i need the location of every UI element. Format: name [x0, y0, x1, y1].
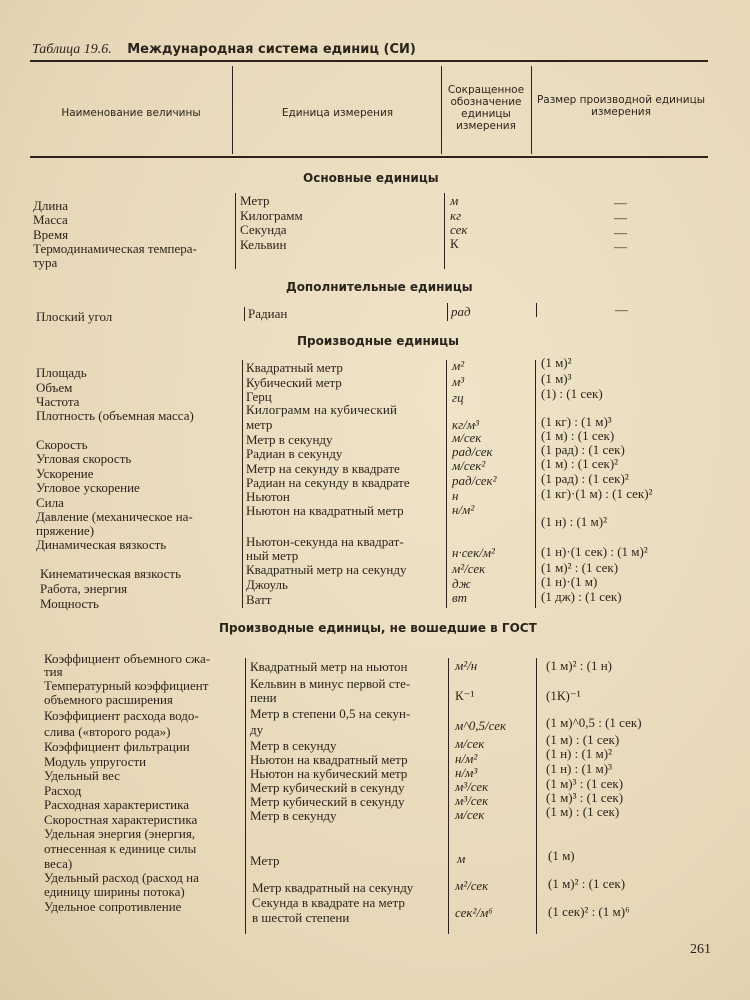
- section-title-supplementary: Дополнительные единицы: [286, 280, 473, 294]
- derived-name: Кинематическая вязкость: [40, 566, 182, 581]
- ng-unit: Секунда в квадрате на метр: [252, 895, 405, 910]
- col-rule-sup-1: [244, 307, 245, 321]
- ng-size: (1 м)² : (1 сек): [548, 876, 626, 891]
- col-rule-der-3: [535, 360, 536, 608]
- derived-name: Работа, энергия: [40, 581, 128, 596]
- ng-abbr: м²/сек: [455, 878, 489, 893]
- derived-abbr: м³: [452, 374, 465, 389]
- ng-size: (1 м)³ : (1 сек): [546, 790, 624, 805]
- ng-name: Удельный вес: [44, 768, 121, 783]
- col-rule-ng-3: [536, 658, 537, 934]
- col-rule-der-2: [446, 360, 447, 608]
- derived-name: Сила: [36, 495, 64, 510]
- ng-abbr: м²/н: [455, 658, 478, 673]
- derived-unit: Радиан на секунду в квадрате: [246, 475, 410, 490]
- header-divider-3: [531, 66, 532, 154]
- basic-name-cont: тура: [33, 255, 58, 270]
- derived-unit: Ньютон: [246, 489, 290, 504]
- ng-unit: Метр кубический в секунду: [250, 780, 405, 795]
- derived-unit: Герц: [246, 389, 272, 404]
- table-title: Международная система единиц (СИ): [127, 42, 416, 57]
- derived-size: (1 м) : (1 сек)²: [541, 456, 619, 471]
- ng-unit: Ньютон на квадратный метр: [250, 752, 408, 767]
- ng-size: (1 м)² : (1 н): [546, 658, 613, 673]
- header-size: Размер производной единицы измерения: [536, 94, 706, 118]
- ng-unit: Метр в степени 0,5 на секун-: [250, 706, 411, 721]
- derived-name-cont: пряжение): [36, 523, 95, 538]
- derived-unit: Джоуль: [246, 577, 288, 592]
- derived-unit: Квадратный метр: [246, 360, 343, 375]
- derived-size: (1 рад) : (1 сек): [541, 442, 625, 457]
- ng-size: (1 сек)² : (1 м)⁶: [548, 904, 630, 919]
- derived-unit: Квадратный метр на секунду: [246, 562, 407, 577]
- basic-size: —: [614, 210, 627, 225]
- table-caption: [32, 42, 416, 58]
- sup-abbr: рад: [451, 304, 471, 319]
- derived-name: Угловая скорость: [36, 451, 132, 466]
- ng-name: Коэффициент расхода водо-: [44, 708, 199, 723]
- derived-size: (1 м)²: [541, 355, 572, 370]
- derived-size: (1 кг) : (1 м)³: [541, 414, 612, 429]
- page-number: 261: [690, 942, 711, 957]
- basic-name: Масса: [33, 212, 68, 227]
- basic-unit: Кельвин: [240, 237, 287, 252]
- basic-size: —: [614, 195, 627, 210]
- ng-abbr: м³/сек: [455, 779, 489, 794]
- ng-unit: Метр в секунду: [250, 808, 337, 823]
- derived-unit: Кубический метр: [246, 375, 342, 390]
- ng-name: Удельный расход (расход на: [44, 870, 199, 885]
- derived-unit: Метр в секунду: [246, 432, 333, 447]
- ng-name: Удельное сопротивление: [44, 899, 182, 914]
- ng-abbr: н/м³: [455, 765, 478, 780]
- section-title-derived: Производные единицы: [297, 334, 459, 348]
- derived-size: (1 м) : (1 сек): [541, 428, 615, 443]
- derived-abbr: н·сек/м²: [452, 545, 495, 560]
- col-rule-der-1: [242, 360, 243, 608]
- ng-unit-cont: ду: [250, 722, 264, 737]
- ng-size: (1 н) : (1 м)³: [546, 761, 613, 776]
- ng-abbr: н/м²: [455, 751, 478, 766]
- ng-abbr: м/сек: [455, 736, 485, 751]
- derived-size: (1) : (1 сек): [541, 386, 603, 401]
- derived-name: Давление (механическое на-: [36, 509, 193, 524]
- basic-unit: Секунда: [240, 222, 287, 237]
- ng-name: Удельная энергия (энергия,: [44, 826, 196, 841]
- ng-abbr: К⁻¹: [455, 688, 475, 703]
- basic-size: —: [614, 239, 627, 254]
- basic-name: Термодинамическая темпера-: [33, 241, 197, 256]
- basic-name: Время: [33, 227, 69, 242]
- header-unit: Единица измерения: [281, 107, 394, 119]
- ng-name-cont: веса): [44, 856, 73, 871]
- derived-abbr: м/сек: [452, 430, 482, 445]
- derived-size: (1 н) : (1 м)²: [541, 514, 608, 529]
- ng-unit: Метр: [250, 853, 280, 868]
- basic-name: Длина: [33, 198, 69, 213]
- derived-size: (1 рад) : (1 сек)²: [541, 471, 629, 486]
- ng-size: (1 м)³ : (1 сек): [546, 776, 624, 791]
- ng-unit: Квадратный метр на ньютон: [250, 659, 408, 674]
- basic-unit: Килограмм: [240, 208, 303, 223]
- derived-size: (1 м)² : (1 сек): [541, 560, 619, 575]
- derived-abbr: м/сек²: [452, 458, 486, 473]
- derived-name: Плотность (объемная масса): [36, 408, 194, 423]
- header-divider-1: [232, 66, 233, 154]
- ng-name: Коэффициент фильтрации: [44, 739, 190, 754]
- ng-abbr: м/сек: [455, 807, 485, 822]
- ng-name: Модуль упругости: [44, 754, 147, 769]
- derived-name: Частота: [36, 394, 80, 409]
- derived-name: Динамическая вязкость: [36, 537, 167, 552]
- table-label: Таблица 19.6.: [32, 42, 112, 57]
- derived-abbr: гц: [452, 390, 464, 405]
- basic-abbr: м: [450, 193, 459, 208]
- ng-name: Температурный коэффициент: [44, 678, 209, 693]
- derived-unit-cont: метр: [246, 417, 273, 432]
- ng-name-cont: единицу ширины потока): [44, 884, 185, 899]
- derived-name: Ускорение: [36, 466, 94, 481]
- ng-unit: Кельвин в минус первой сте-: [250, 676, 411, 691]
- ng-unit: Ньютон на кубический метр: [250, 766, 408, 781]
- sup-size: —: [615, 302, 628, 317]
- derived-abbr: м²: [452, 358, 465, 373]
- ng-size: (1 м)^0,5 : (1 сек): [546, 715, 642, 730]
- basic-size: —: [614, 225, 627, 240]
- derived-size: (1 н)·(1 сек) : (1 м)²: [541, 544, 648, 559]
- sup-name: Плоский угол: [36, 309, 113, 324]
- ng-unit: Метр в секунду: [250, 738, 337, 753]
- col-rule-ng-2: [448, 658, 449, 934]
- derived-abbr: кг/м³: [452, 417, 479, 432]
- derived-size: (1 дж) : (1 сек): [541, 589, 622, 604]
- ng-name-cont: отнесенная к единице силы: [44, 841, 197, 856]
- derived-abbr: рад/сек: [452, 444, 493, 459]
- ng-unit: Метр кубический в секунду: [250, 794, 405, 809]
- derived-abbr: н: [452, 488, 459, 503]
- derived-unit-cont: ный метр: [246, 548, 299, 563]
- basic-unit: Метр: [240, 193, 270, 208]
- ng-size: (1 м) : (1 сек): [546, 804, 620, 819]
- basic-abbr: кг: [450, 208, 462, 223]
- derived-abbr: н/м²: [452, 502, 475, 517]
- derived-unit: Ватт: [246, 592, 272, 607]
- ng-abbr: м^0,5/сек: [455, 718, 507, 733]
- derived-size: (1 м)³: [541, 371, 572, 386]
- ng-unit-cont: в шестой степени: [252, 910, 350, 925]
- ng-unit: Метр квадратный на секунду: [252, 880, 414, 895]
- derived-size: (1 кг)·(1 м) : (1 сек)²: [541, 486, 653, 501]
- ng-size: (1 м): [548, 848, 575, 863]
- header-divider-2: [441, 66, 442, 154]
- ng-name: Скоростная характеристика: [44, 812, 198, 827]
- derived-abbr: м²/сек: [452, 561, 486, 576]
- col-rule-sup-3: [536, 303, 537, 317]
- col-rule-basic-1: [235, 193, 236, 269]
- basic-abbr: К: [450, 236, 459, 251]
- ng-name: Коэффициент объемного сжа-: [44, 651, 211, 666]
- ng-name: Расход: [44, 783, 82, 798]
- derived-name: Угловое ускорение: [36, 480, 140, 495]
- ng-name-cont: слива («второго рода»): [44, 724, 171, 739]
- ng-abbr: м: [457, 851, 466, 866]
- col-rule-ng-1: [245, 658, 246, 934]
- col-rule-sup-2: [447, 303, 448, 321]
- header-top-rule: [30, 60, 708, 62]
- section-title-basic: Основные единицы: [303, 171, 439, 185]
- col-rule-basic-2: [444, 193, 445, 269]
- header-abbr: Сокращенное обозначение единицы измерения: [447, 84, 525, 132]
- ng-unit-cont: пени: [250, 690, 277, 705]
- derived-unit: Радиан в секунду: [246, 446, 343, 461]
- derived-unit: Килограмм на кубический: [246, 402, 398, 417]
- ng-abbr: сек²/м⁶: [455, 905, 493, 920]
- ng-name-cont: тия: [44, 664, 63, 679]
- ng-name: Расходная характеристика: [44, 797, 190, 812]
- ng-size: (1 м) : (1 сек): [546, 732, 620, 747]
- derived-abbr: дж: [452, 576, 471, 591]
- basic-abbr: сек: [450, 222, 468, 237]
- derived-abbr: рад/сек²: [452, 473, 497, 488]
- derived-size: (1 н)·(1 м): [541, 574, 598, 589]
- sup-unit: Радиан: [248, 306, 288, 321]
- header-bottom-rule: [30, 156, 708, 158]
- header-quantity: Наименование величины: [61, 107, 201, 119]
- derived-name: Объем: [36, 380, 73, 395]
- ng-size: (1К)⁻¹: [546, 688, 581, 703]
- derived-unit: Ньютон на квадратный метр: [246, 503, 404, 518]
- derived-name: Мощность: [40, 596, 99, 611]
- section-title-not-gost: Производные единицы, не вошедшие в ГОСТ: [219, 621, 537, 635]
- derived-unit: Ньютон-секунда на квадрат-: [246, 534, 404, 549]
- ng-name-cont: объемного расширения: [44, 692, 173, 707]
- derived-name: Площадь: [36, 365, 87, 380]
- ng-size: (1 н) : (1 м)²: [546, 746, 613, 761]
- derived-unit: Метр на секунду в квадрате: [246, 461, 400, 476]
- ng-abbr: м³/сек: [455, 793, 489, 808]
- derived-abbr: вт: [452, 590, 468, 605]
- derived-name: Скорость: [36, 437, 88, 452]
